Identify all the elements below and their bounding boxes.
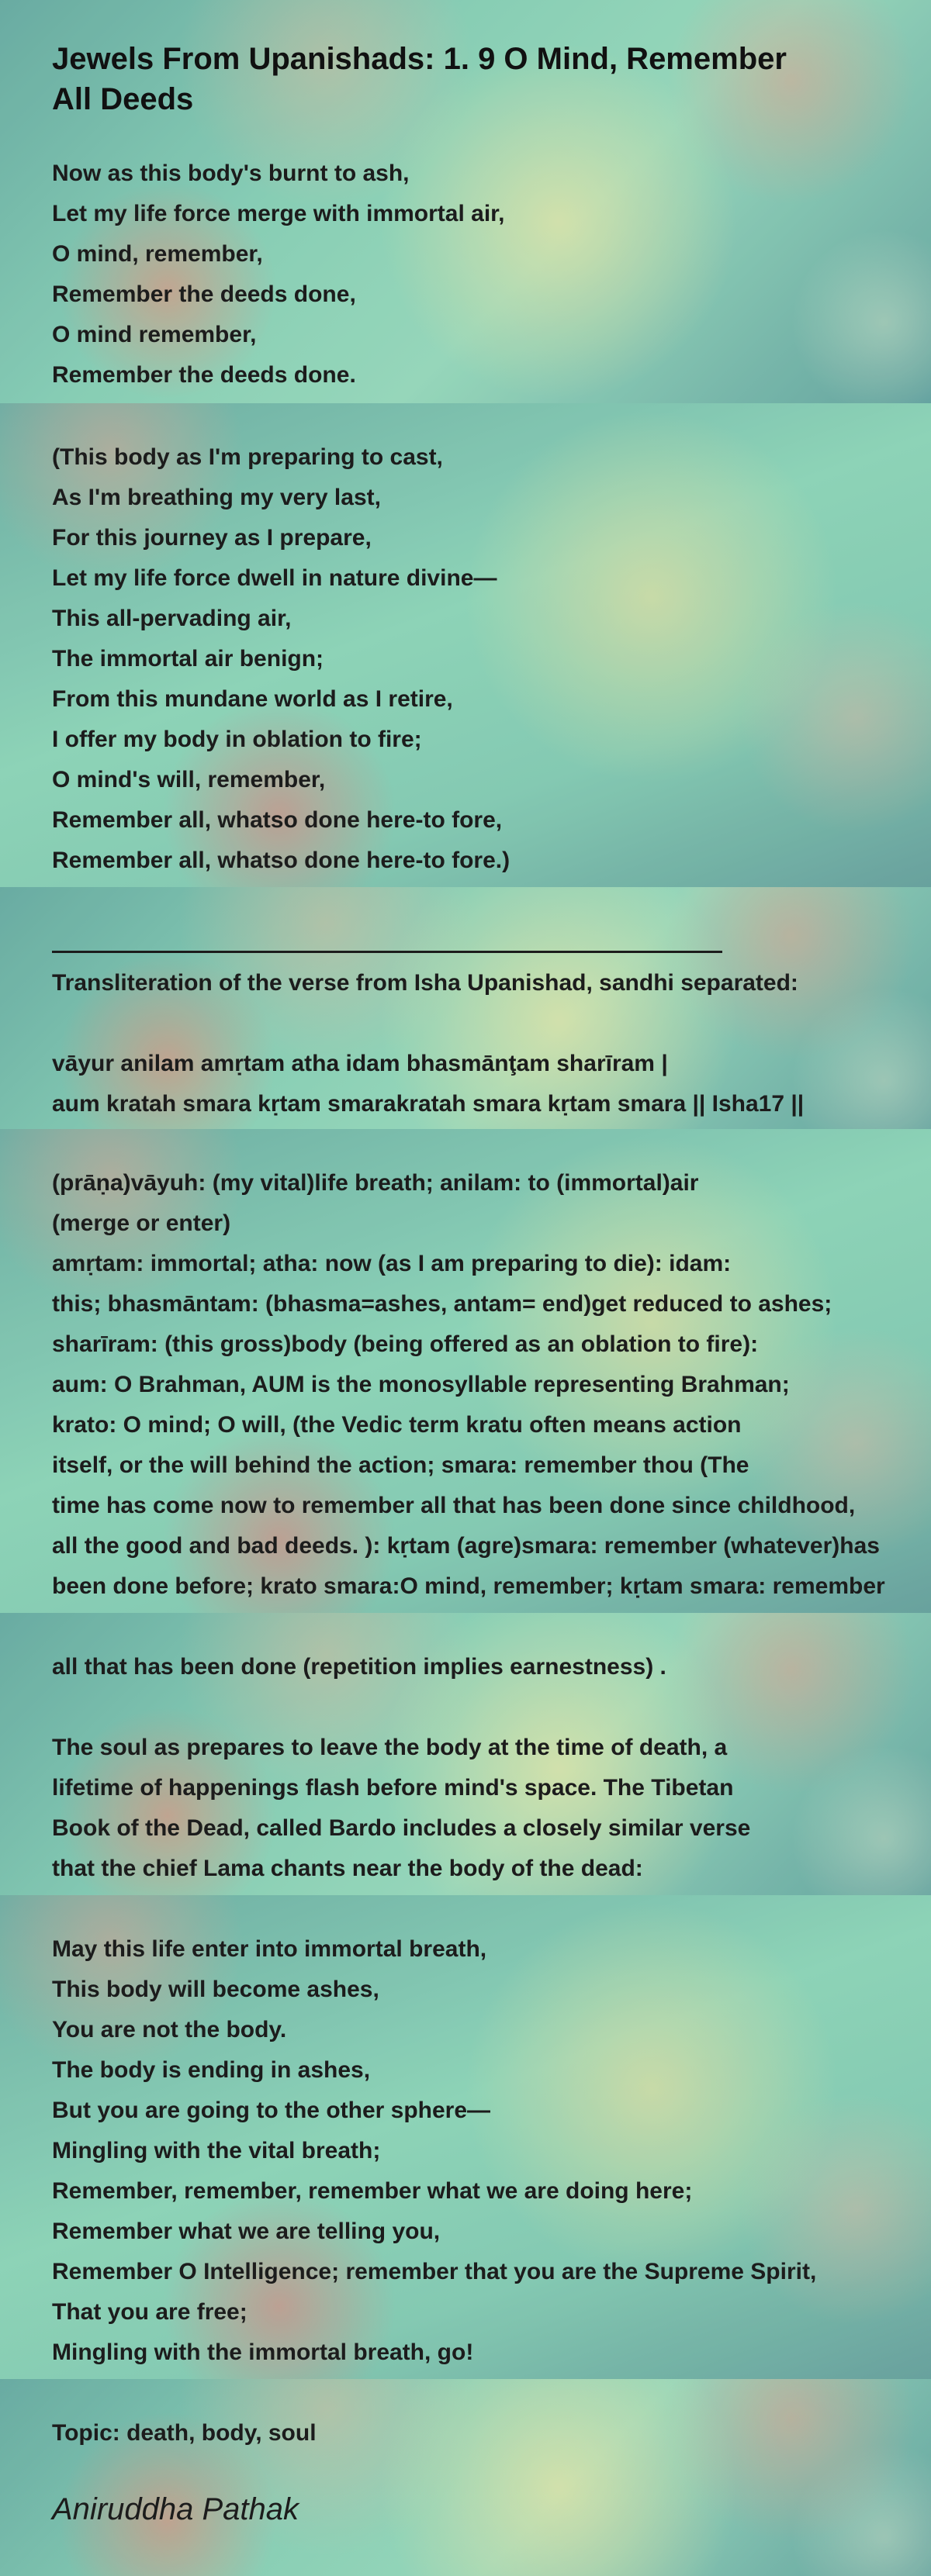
author-name: Aniruddha Pathak xyxy=(52,2492,299,2526)
commentary-line: that the chief Lama chants near the body of the dead: xyxy=(52,1856,643,1881)
commentary-line: Book of the Dead, called Bardo includes a closely similar verse xyxy=(52,1815,751,1841)
glossary-line: been done before; krato smara:O mind, remember; kṛtam smara: remember xyxy=(52,1573,885,1599)
poem-panel-2 xyxy=(0,403,931,887)
bardo-verse-line: May this life enter into immortal breath, xyxy=(52,1936,487,1962)
poem-title-line-2: All Deeds xyxy=(52,82,194,116)
commentary-line: lifetime of happenings flash before mind's space. The Tibetan xyxy=(52,1775,734,1801)
blank-line xyxy=(52,1687,931,1728)
transliteration-heading: Transliteration of the verse from Isha Upanishad, sandhi separated: xyxy=(52,970,798,996)
stanza-line: I offer my body in oblation to fire; xyxy=(52,727,422,752)
glossary-line: sharīram: (this gross)body (being offered as an oblation to fire): xyxy=(52,1331,759,1357)
poem-panel-6 xyxy=(0,1895,931,2379)
stanza-line: Remember the deeds done, xyxy=(52,281,356,307)
bardo-verse-line: You are not the body. xyxy=(52,2017,287,2042)
stanza-line: From this mundane world as I retire, xyxy=(52,686,453,712)
glossary-line: aum: O Brahman, AUM is the monosyllable representing Brahman; xyxy=(52,1372,790,1397)
commentary-line: all that has been done (repetition implies earnestness) . xyxy=(52,1654,666,1680)
bardo-verse-line: Mingling with the immortal breath, go! xyxy=(52,2339,474,2365)
stanza-line: Now as this body's burnt to ash, xyxy=(52,161,410,186)
glossary-line: time has come now to remember all that has been done since childhood, xyxy=(52,1493,856,1518)
poem-panel-4 xyxy=(0,1129,931,1613)
glossary-line: this; bhasmāntam: (bhasma=ashes, antam= end)get reduced to ashes; xyxy=(52,1291,832,1317)
bardo-verse-line: Remember what we are telling you, xyxy=(52,2219,441,2244)
bardo-verse-line: Mingling with the vital breath; xyxy=(52,2138,381,2163)
bardo-verse-line: That you are free; xyxy=(52,2299,247,2325)
bardo-verse-line: Remember O Intelligence; remember that you are the Supreme Spirit, xyxy=(52,2259,817,2284)
poem-panel-7 xyxy=(0,2379,931,2576)
stanza-line: O mind remember, xyxy=(52,322,257,347)
poem-panel-1 xyxy=(0,0,931,403)
transliteration-verse-line: vāyur anilam amṛtam atha idam bhasmānţam sharīram | xyxy=(52,1051,668,1076)
stanza-line: O mind, remember, xyxy=(52,241,263,267)
stanza-line: The immortal air benign; xyxy=(52,646,324,672)
poem-title-line-1: Jewels From Upanishads: 1. 9 O Mind, Remember xyxy=(52,42,787,76)
stanza-line: O mind's will, remember, xyxy=(52,767,326,792)
poem-panel-5 xyxy=(0,1613,931,1895)
stanza-line: As I'm breathing my very last, xyxy=(52,485,381,510)
stanza-line: This all-pervading air, xyxy=(52,606,292,631)
glossary-line: krato: O mind; O will, (the Vedic term kratu often means action xyxy=(52,1412,742,1438)
bardo-verse-line: This body will become ashes, xyxy=(52,1977,379,2002)
glossary-line: (merge or enter) xyxy=(52,1210,231,1236)
glossary-line: (prāṇa)vāyuh: (my vital)life breath; anilam: to (immortal)air xyxy=(52,1170,699,1196)
bardo-verse-line: The body is ending in ashes, xyxy=(52,2057,371,2083)
topic-line: Topic: death, body, soul xyxy=(52,2420,317,2446)
bardo-verse-line: Remember, remember, remember what we are doing here; xyxy=(52,2178,693,2204)
transliteration-verse-line: aum kratah smara kṛtam smarakratah smara kṛtam smara || Isha17 || xyxy=(52,1091,805,1117)
glossary-line: itself, or the will behind the action; smara: remember thou (The xyxy=(52,1452,749,1478)
stanza-line: Remember the deeds done. xyxy=(52,362,356,388)
stanza-line: (This body as I'm preparing to cast, xyxy=(52,444,443,470)
poem-panel-3 xyxy=(0,887,931,1129)
glossary-line: all the good and bad deeds. ): kṛtam (agre)smara: remember (whatever)has xyxy=(52,1533,880,1559)
commentary-line: The soul as prepares to leave the body at the time of death, a xyxy=(52,1735,728,1760)
glossary-line: amṛtam: immortal; atha: now (as I am preparing to die): idam: xyxy=(52,1251,732,1276)
stanza-line: For this journey as I prepare, xyxy=(52,525,372,551)
separator-rule xyxy=(52,951,722,953)
stanza-line: Let my life force dwell in nature divine— xyxy=(52,565,497,591)
bardo-verse-line: But you are going to the other sphere— xyxy=(52,2098,491,2123)
stanza-line: Remember all, whatso done here-to fore, xyxy=(52,807,503,833)
stanza-line: Remember all, whatso done here-to fore.) xyxy=(52,848,510,873)
stanza-line: Let my life force merge with immortal air, xyxy=(52,201,505,226)
